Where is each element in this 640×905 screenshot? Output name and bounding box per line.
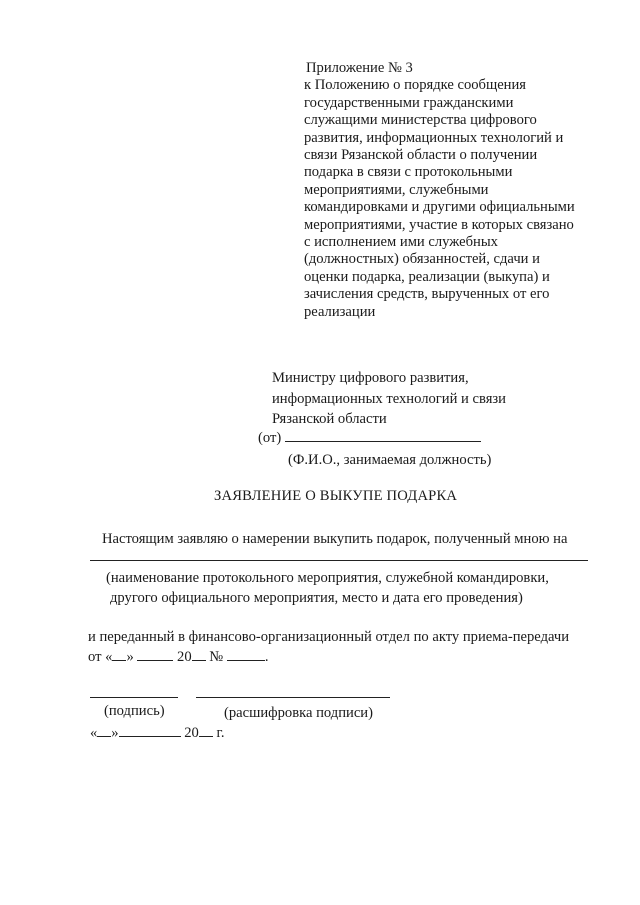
annex-line: связи Рязанской области о получении (304, 147, 538, 164)
date-day-blank[interactable] (97, 724, 111, 737)
document-title: ЗАЯВЛЕНИЕ О ВЫКУПЕ ПОДАРКА (214, 488, 458, 504)
event-blank-line[interactable] (90, 560, 588, 561)
annex-block (304, 60, 604, 321)
date-year-prefix: 20 (184, 725, 199, 741)
annex-line: с исполнением ими служебных (304, 234, 498, 251)
annex-line: оценки подарка, реализации (выкупа) и (304, 268, 550, 285)
annex-line: реализации (304, 303, 376, 320)
from-label: (от) (258, 430, 282, 446)
act-year-blank[interactable] (192, 648, 206, 661)
signature-blank-line[interactable] (90, 697, 178, 698)
transfer-block (88, 627, 569, 667)
event-caption-line: другого официального мероприятия, место и дата его проведения) (110, 590, 523, 606)
date-year-suffix: г. (216, 725, 225, 741)
intro-text: Настоящим заявляю о намерении выкупить подарок, полученный мною на (102, 531, 568, 547)
date-close-quote: » (111, 725, 119, 741)
signature-decode-blank-line[interactable] (196, 697, 390, 698)
addressee-block (272, 368, 612, 430)
addressee-line: информационных технологий и связи (272, 390, 506, 407)
annex-line: к Положению о порядке сообщения (304, 77, 527, 94)
act-period: . (264, 649, 269, 665)
annex-line: государственными гражданскими (304, 94, 514, 111)
annex-line: мероприятиями, служебными (304, 181, 489, 198)
act-date-row (88, 647, 569, 667)
act-from-label: от « (88, 649, 113, 665)
date-month-blank[interactable] (119, 724, 181, 737)
signature-caption: (подпись) (104, 703, 165, 719)
fio-caption: (Ф.И.О., занимаемая должность) (288, 452, 492, 468)
annex-line: зачисления средств, вырученных от его (304, 286, 550, 303)
from-blank-line[interactable] (285, 429, 481, 442)
signature-decode-caption: (расшифровка подписи) (224, 705, 373, 721)
act-close-quote: » (126, 649, 134, 665)
annex-line: мероприятиями, участие в которых связано (304, 216, 574, 233)
annex-line: развития, информационных технологий и (304, 129, 564, 146)
event-caption (106, 568, 549, 608)
annex-line: подарка в связи с протокольными (304, 164, 513, 181)
act-year-prefix: 20 (177, 649, 192, 665)
annex-line: служащими министерства цифрового (304, 112, 537, 129)
addressee-line: Рязанской области (272, 411, 387, 427)
signature-date-row (90, 724, 225, 742)
annex-line: командировками и другими официальными (304, 199, 575, 216)
act-number-blank[interactable] (227, 648, 265, 661)
transfer-line: и переданный в финансово-организационный отдел по акту приема-передачи (88, 629, 570, 645)
event-caption-line: (наименование протокольного мероприятия, служебной командировки, (106, 570, 549, 586)
act-number-sign: № (209, 649, 224, 665)
from-row (258, 429, 481, 447)
annex-line: (должностных) обязанностей, сдачи и (304, 251, 540, 268)
act-day-blank[interactable] (112, 648, 126, 661)
addressee-line: Министру цифрового развития, (272, 370, 469, 386)
annex-title: Приложение № 3 (306, 60, 413, 76)
act-month-blank[interactable] (137, 648, 173, 661)
date-open-quote: « (90, 725, 98, 741)
date-year-blank[interactable] (199, 724, 213, 737)
